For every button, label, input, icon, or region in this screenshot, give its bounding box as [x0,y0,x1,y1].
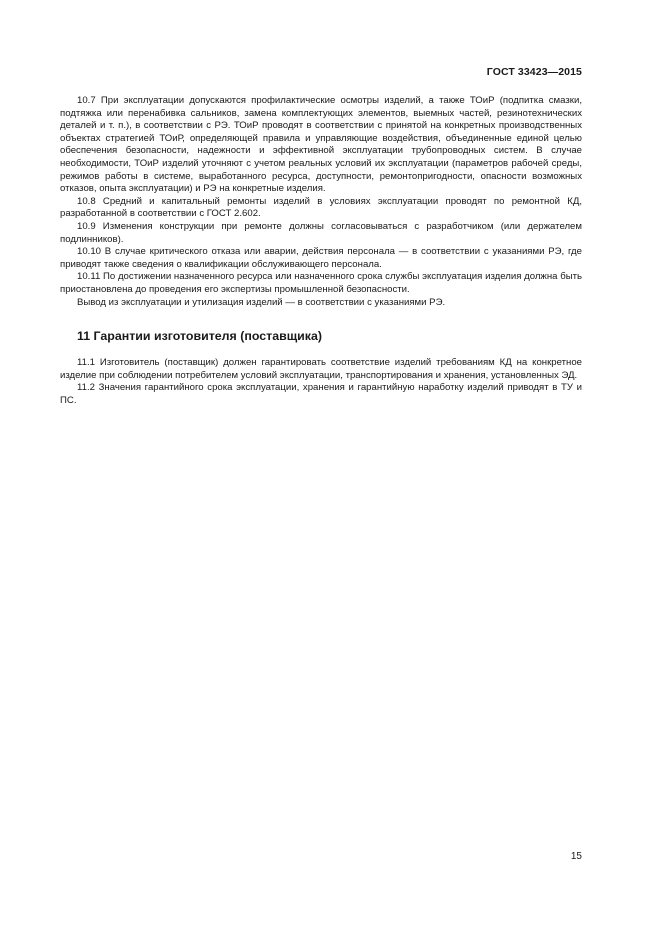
section-11-heading: 11 Гарантии изготовителя (поставщика) [77,329,322,344]
page-body [60,95,582,407]
page-number: 15 [570,851,582,862]
paragraph-11-2: 11.2 Значения гарантийного срока эксплуатации, хранения и гарантийную наработку изделий приводят в ТУ и ПС. [60,382,582,406]
paragraph-10-8: 10.8 Средний и капитальный ремонты изделий в условиях эксплуатации проводят по ремонтной КД, разработанной в соответствии с ГОСТ 2.602. [60,195,582,220]
paragraph-10-10: 10.10 В случае критического отказа или аварии, действия персонала — в соответствии с указаниями РЭ, где приводят также сведения о квалификации обслуживающего персонала. [60,246,582,270]
paragraph-11-1: 11.1 Изготовитель (поставщик) должен гарантировать соответствие изделий требованиям КД на конкретное изделие при соблюдении потребителем условий эксплуатации, транспортирования и хранения, установленных ЭД. [60,357,582,381]
paragraph-10-11: 10.11 По достижении назначенного ресурса или назначенного срока службы эксплуатация изделия должна быть приостановлена до проведения его экспертизы промышленной безопасности. [60,271,582,295]
paragraph-decommission: Вывод из эксплуатации и утилизация изделий — в соответствии с указаниями РЭ. [77,296,446,308]
paragraph-10-7: 10.7 При эксплуатации допускаются профилактические осмотры изделий, а также ТОиР (подпитка смазки, подтяжка или перенабивка сальников, замена комплектующих элементов, выемных частей, резинотехнических деталей и т. п.), в соответствии с РЭ. ТОиР проводят в соответствии с принятой на конкретных производственных объектах стратегией ТОиР, определяющей правила и управляющие воздействия, объединенные единой целью обеспечения безопасности, надежности и эффективной эксплуатации трубопроводных систем. В случае необходимости, ТОиР изделий уточняют с учетом реальных условий их эксплуатации (параметров рабочей среды, режимов работы в системе, выработанного ресурса, доступности, ремонтопригодности, опасности возможных отказов, опыта эксплуатации) и РЭ на конкретные изделия. [60,95,582,195]
paragraph-10-9: 10.9 Изменения конструкции при ремонте должны согласовываться с разработчиком (или держателем подлинников). [60,220,582,245]
document-id: ГОСТ 33423—2015 [486,66,582,78]
